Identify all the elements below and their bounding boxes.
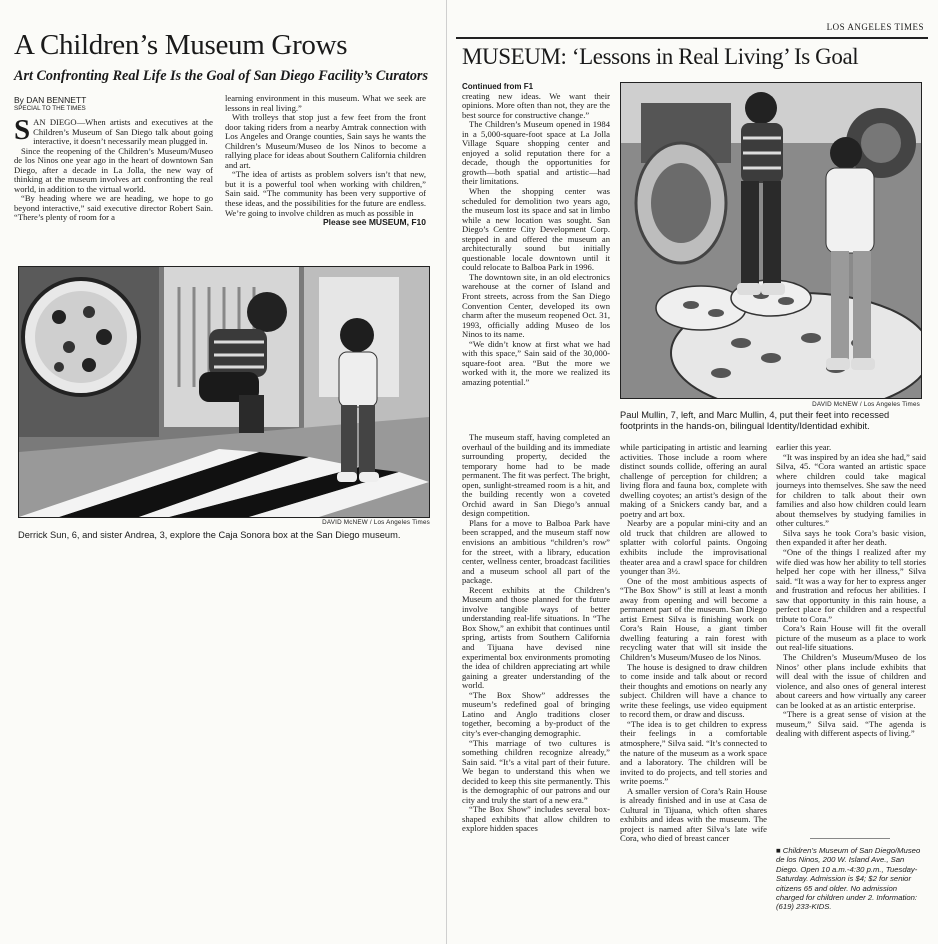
jump-line[interactable]: Please see MUSEUM, F10 [323, 217, 426, 228]
paragraph: “The Box Show” addresses the museum’s redefined goal of bringing Latino and Anglo traditions closer together, becoming a by-product of the city’s ever-changing demographic. [462, 689, 610, 738]
top-rule [456, 37, 928, 39]
right-photo-credit: DAVID McNEW / Los Angeles Times [812, 401, 920, 408]
paragraph: The museum staff, having completed an overhaul of the building and its immediate surrounding property, decided the temporary home had to be made permanent. The fit was perfect. The bright, open, sunlight-streamed room is a hit, and the building recently won a coveted Orchid award in San Diego’s annual design competition. [462, 433, 610, 519]
page-divider [446, 0, 447, 944]
paragraph: The downtown site, in an old electronics warehouse at the corner of Island and Front streets, across from the San Diego Convention Center, developed its own charm after the museum reopened Oct. 31, 1993, officially adding Museo de los Ninos to its name. [462, 271, 610, 340]
paragraph: “This marriage of two cultures is something children recognize already,” Sain said. “It’s a vital part of their future. We began to understand this when we decided to keep this site permanently. This is the demographic of our patrons and our city and truly the start of a new era.” [462, 737, 610, 805]
left-column-2 [225, 94, 426, 254]
right-column-1-top [462, 82, 610, 432]
paragraph: Plans for a move to Balboa Park have been scrapped, and the museum staff now envisions an ambitious “children’s row” for the street, with a library, education center, wellness center, broadcast facilities and a museum school all part of the package. [462, 517, 610, 586]
paragraph: The Children’s Museum opened in 1984 in a 5,000-square-foot space at La Jolla Village Square shopping center and enjoyed a solid reputation there for a decade, though the opportunities for growth—both spatial and artistic—had their limitations. [462, 119, 610, 187]
paragraph: One of the most ambitious aspects of “The Box Show” is still at least a month away from opening and will become a permanent part of the museum. San Diego artist Ernest Silva is finishing work on Cora’s Rain House, a giant timber dwelling featuring a rain forest with recycling water that will sit inside the Children’s Museum/Museo de los Ninos. [620, 575, 767, 663]
paragraph: “One of the things I realized after my wife died was how her ability to tell stories helped her cope with her illness,” Silva said. “It was a way for her to express anger and frustration and refocus her abilities. I saw that opportunity in this rain house, a perfect place for children and a respectful tribute to Cora.” [776, 547, 926, 624]
paper-name: LOS ANGELES TIMES [826, 22, 924, 32]
left-headline: A Children’s Museum Grows [14, 29, 348, 61]
left-photo-credit: DAVID McNEW / Los Angeles Times [322, 519, 430, 526]
lead-paragraph: SAN DIEGO—When artists and executives at the Children’s Museum of San Diego talk about going interactive, it doesn’t necessarily mean plugged in. [14, 118, 213, 147]
paragraph: “The Box Show” includes several box-shaped exhibits that allow children to explore hidden spaces [462, 804, 610, 834]
paragraph: “There is a great sense of vision at the museum,” Silva said. “The agenda is dealing with different aspects of living.” [776, 709, 926, 739]
paragraph: The house is designed to draw children to come inside and talk about or record their thoughts and emotions on nearly any subject. Children will have a chance to write these feelings, use video equipment to record them, or draw and discuss. [620, 661, 767, 720]
right-column-2 [620, 443, 767, 938]
right-column-1-bottom [462, 433, 610, 933]
paragraph: “The idea is to get children to express their feelings in a comfortable atmosphere,” Silva said. “It’s connected to the nature of the museum as a work space and a laboratory. The children will be invited to do projects, and tell stories and write poems.” [620, 718, 767, 787]
left-subhead: Art Confronting Real Life Is the Goal of San Diego Facility’s Curators [14, 68, 428, 84]
paragraph: learning environment in this museum. What we seek are lessons in real living.” [225, 94, 426, 113]
paragraph: The Children’s Museum/Museo de los Ninos’ other plans include exhibits that will deal with the issue of children and violence, and also ones of general interest about careers and how virtually any career can be looked at as an artistic enterprise. [776, 652, 926, 710]
paragraph: When the shopping center was scheduled for demolition two years ago, the museum lost its space and sat in limbo while a new location was sought. San Diego’s Centre City Development Corp. stepped in and offered the museum an architecturally sound but initially questionable locale downtown until it could relocate to Balboa Park in 1996. [462, 186, 610, 273]
paragraph: Recent exhibits at the Children’s Museum and those planned for the future involve tangible ways of better understanding real-life situations. In “The Box Show,” an exhibit that continues until spring, artists from Southern California and Tijuana have devised nine experimental box environments promoting the idea of children appreciating art while gaining a greater understanding of the world. [462, 584, 610, 691]
paragraph: “By heading where we are heading, we hope to go beyond interactive,” said executive director Robert Sain. “There’s plenty of room for a [14, 193, 213, 223]
paragraph: Silva says he took Cora’s basic vision, then expanded it after her death. [776, 527, 926, 548]
byline-role: SPECIAL TO THE TIMES [14, 105, 86, 112]
paragraph: With trolleys that stop just a few feet from the front door taking riders from a nearby Amtrak connection with Los Angeles and Orange counties, Sain says he wants the Children’s Museum/Museo de los Ninos to become a rallying place for ideas about Southern California children and art. [225, 112, 426, 170]
byline: By DAN BENNETT [14, 95, 87, 105]
right-photo-caption: Paul Mullin, 7, left, and Marc Mullin, 4, put their feet into recessed footprints in the hands-on, bilingual Identity/Identidad exhibit. [620, 410, 890, 431]
info-box: ■ Children’s Museum of San Diego/Museo de los Ninos, 200 W. Island Ave., San Diego. Open 10 a.m.-4:30 p.m., Tuesday-Saturday. Admission is $4; $2 for senior citizens 65 and older. No admission charged for children under 2. Information: (619) 233-KIDS. [776, 846, 921, 912]
paragraph: “The idea of artists as problem solvers isn’t that new, but it is a powerful tool when working with children,” Sain said. “The community has been very supportive of these ideas, and the possibilities for the future are endless. We’re going to involve children as much as possible in [225, 169, 426, 218]
paragraph: while participating in artistic and learning activities. Those include a room where distinct sounds collide, offering an aural challenge of perception for children; a living flora and fauna box, complete with dwelling coyotes; an artist’s design of the making of a Snickers candy bar, and a poetry and art box. [620, 443, 767, 519]
right-headline: MUSEUM: ‘Lessons in Real Living’ Is Goal [462, 44, 859, 69]
drop-cap: S [14, 118, 31, 146]
paragraph: A smaller version of Cora’s Rain House is already finished and in use at Casa de Cultural in Tijuana, which often shares exhibits and ideas with the museum. The project is named after Silva’s late wife Cora, who died of breast cancer [620, 785, 767, 844]
right-photo [620, 82, 922, 399]
kids-exhibit-illustration [19, 267, 429, 517]
paragraph: earlier this year. [776, 443, 832, 452]
paragraph: “It was inspired by an idea she had,” said Silva, 45. “Cora wanted an artistic space where children could take magical journeys into themselves. She saw the need for children to talk about their own families and also how children could learn about themselves by studying families in other cultures.” [776, 451, 926, 529]
right-column-3 [776, 443, 926, 835]
paragraph: “We didn’t know at first what we had with this space,” Sain said of the 30,000-square-foot area. “But the more we worked with it, the more we realized its amazing potential.” [462, 338, 610, 387]
footprints-exhibit-illustration [621, 83, 921, 398]
paragraph: Since the reopening of the Children’s Museum/Museo de los Ninos one year ago in the heart of downtown San Diego, after a decade in La Jolla, the new way of thinking at the museum involves art confronting the real world, in addition to the virtual world. [14, 145, 213, 194]
left-photo [18, 266, 430, 518]
paragraph: creating new ideas. We want their opinions. More often than not, they are the best source for constructive change.” [462, 90, 610, 120]
paragraph: Cora’s Rain House will fit the overall picture of the museum as a place to work out real-life situations. [776, 623, 926, 653]
left-column-1 [14, 118, 213, 258]
info-box-rule [810, 838, 890, 839]
continued-line: Continued from F1 [462, 82, 534, 91]
left-photo-caption: Derrick Sun, 6, and sister Andrea, 3, explore the Caja Sonora box at the San Diego museum. [18, 530, 401, 540]
paragraph: Nearby are a popular mini-city and an old truck that children are allowed to splatter with colorful paints. Ongoing exhibits include the improvisational theater area and a crawl space for children younger than 3½. [620, 518, 767, 577]
